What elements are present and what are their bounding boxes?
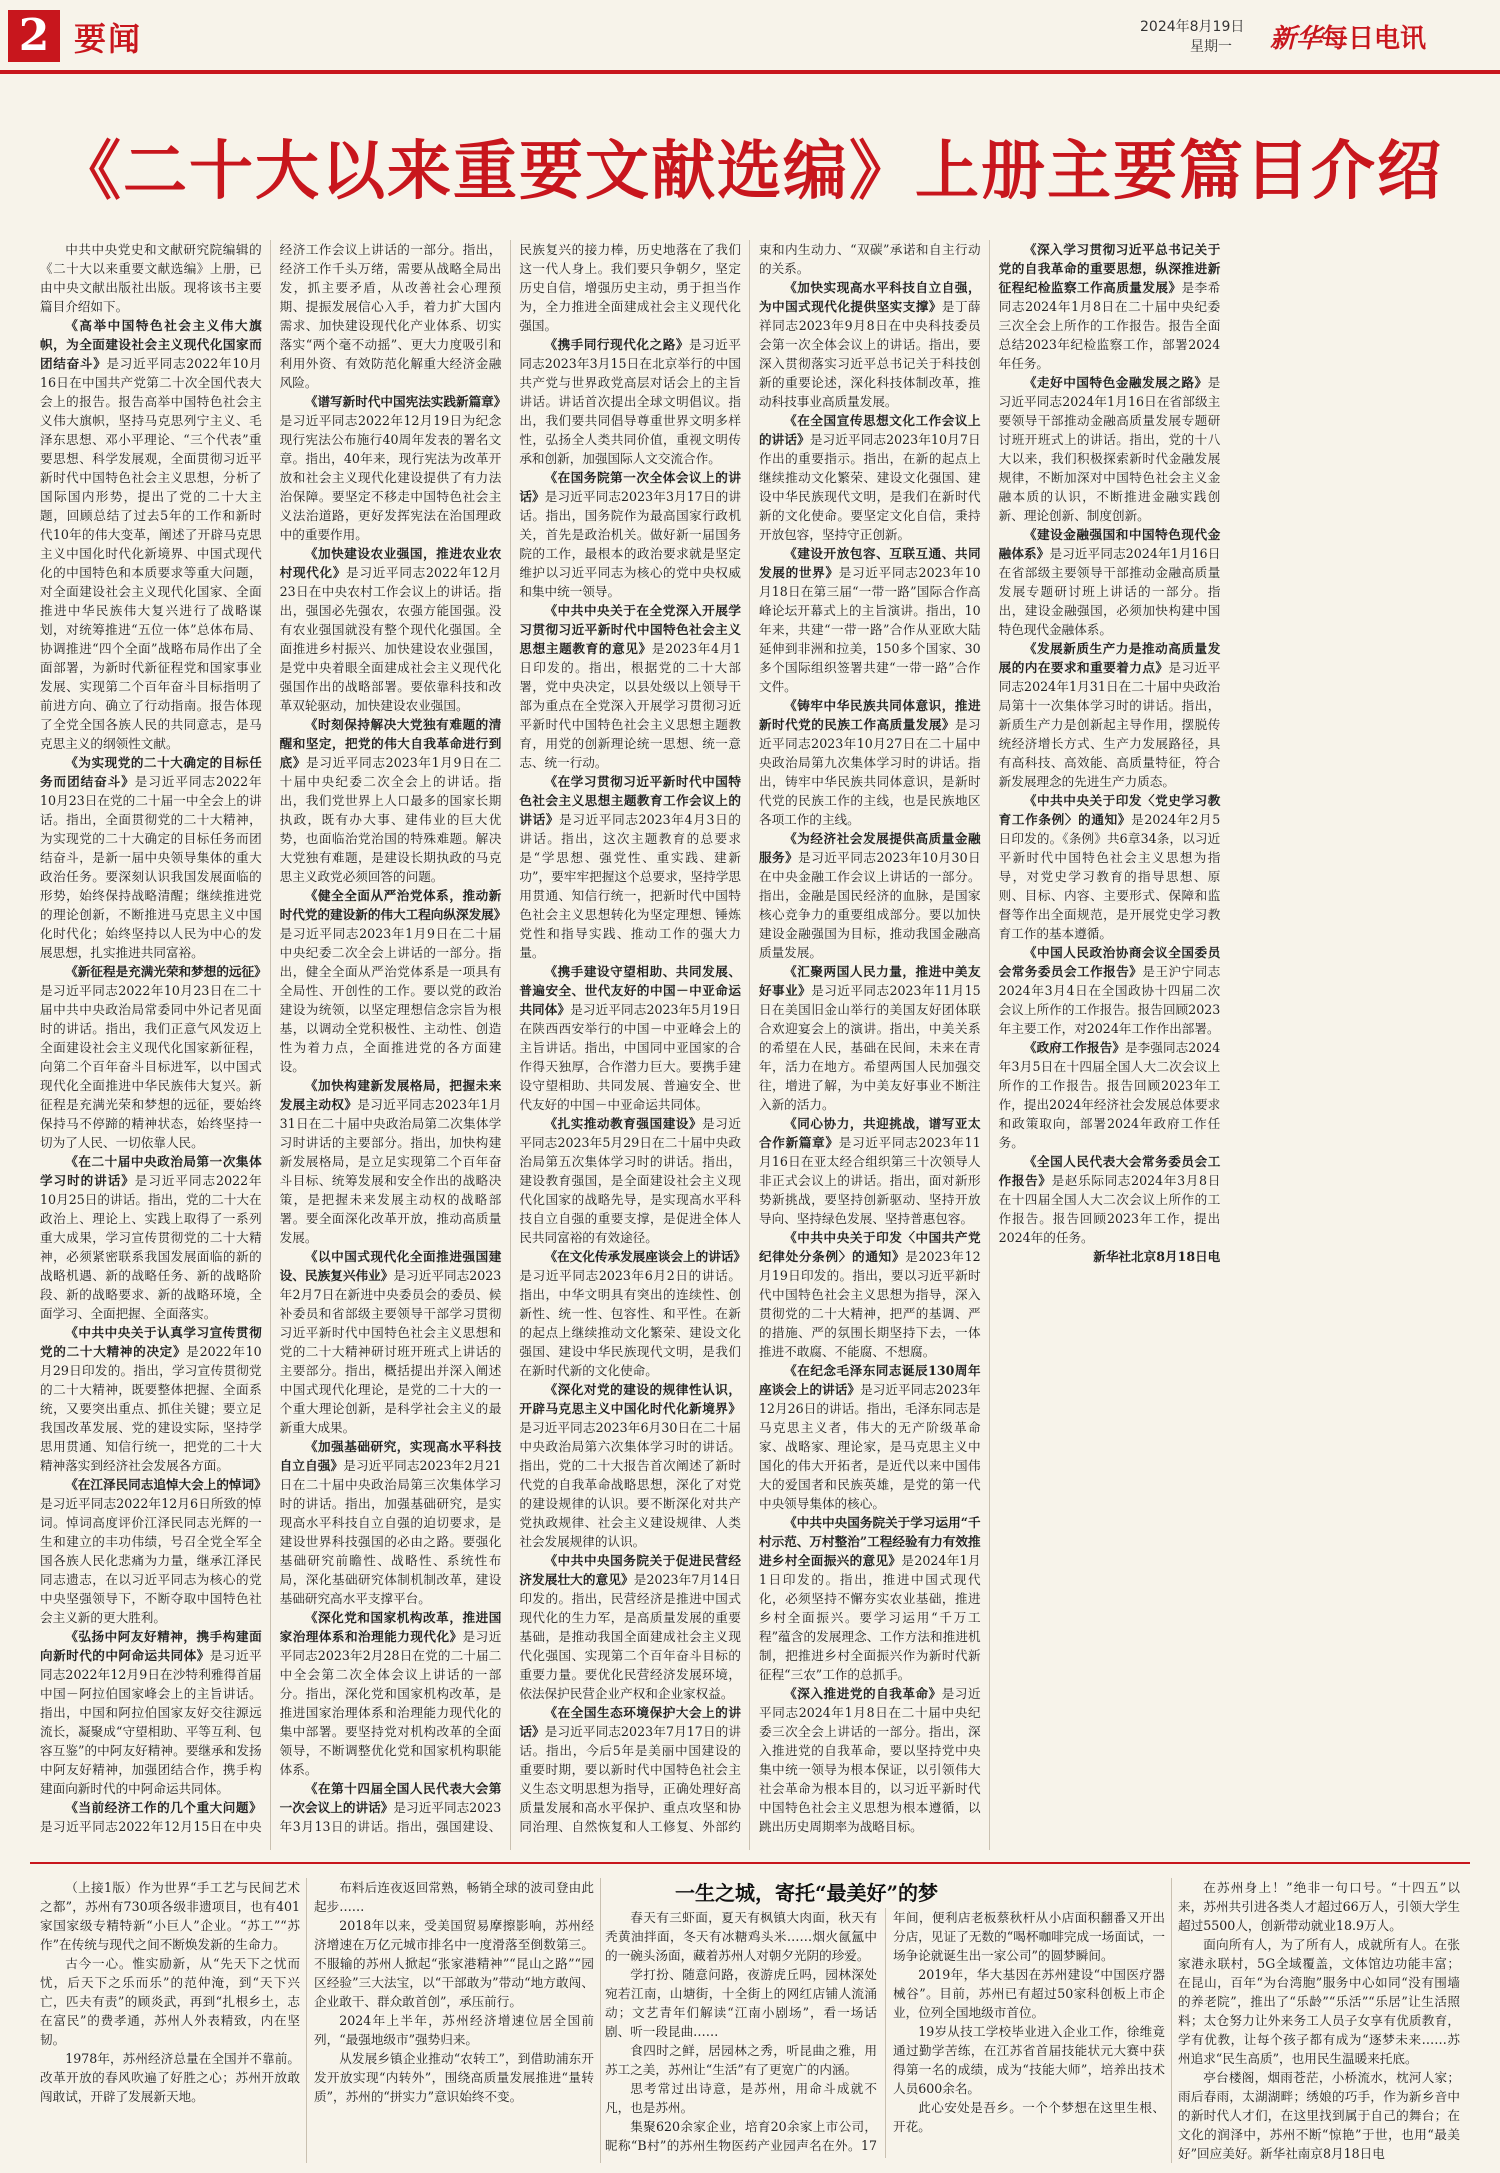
article-lead: 中共中央党史和文献研究院编辑的《二十大以来重要文献选编》上册，已由中央文献出版社出版。现将该书主要篇目介绍如下。 — [40, 242, 262, 314]
feature-paragraph: 2019年，华大基因在苏州建设“中国医疗器械谷”。目前，苏州已有超过50家科创板上市企业，位列全国地级市首位。 — [893, 1967, 1165, 2020]
article-section — [999, 525, 1221, 639]
article-section — [280, 1247, 502, 1437]
section-title: 《中共中央关于印发〈中国共产党纪律处分条例〉的通知》 — [758, 1230, 981, 1264]
section-title: 《加快实现高水平科技自立自强，为中国式现代化提供坚实支撑》 — [758, 280, 981, 314]
lower-paragraph: 在苏州身上！”绝非一句口号。“十四五”以来，苏州共引进各类人才超过66万人，引领大学生超过5500人，创新带动就业18.9万人。 — [1178, 1880, 1460, 1933]
article-section — [759, 696, 981, 829]
article-section — [519, 335, 741, 468]
article-section — [40, 1627, 262, 1798]
section-body: 是习近平同志2022年10月23日在二十届中共中央政治局常委同中外记者见面时的讲话。指出，我们正意气风发迈上全面建设社会主义现代化国家新征程，向第二个百年奋斗目标进军，以中国式现代化全面推进中华民族伟大复兴。新征程是充满光荣和梦想的远征，要始终保持马不停蹄的精神状态，始终坚持一切为了人民、一切依靠人民。 — [40, 983, 262, 1150]
article-section — [759, 1513, 981, 1684]
lower-paragraph: 古今一心。惟实励新，从“先天下之忧而忧，后天下之乐而乐”的范仲淹，到“天下兴亡，匹夫有责”的顾炎武，再到“扎根乡土，志在富民”的费孝通，苏州人外表精致，内在坚韧。 — [40, 1956, 300, 2047]
masthead-logo-mark: 新华 — [1270, 24, 1323, 54]
section-title: 《中共中央国务院关于促进民营经济发展壮大的意见》 — [519, 1553, 741, 1587]
article-section — [759, 1684, 981, 1836]
lower-story-column-a — [40, 1878, 300, 2163]
article-section — [519, 468, 741, 601]
feature-paragraph: 集聚620余家企业，培育20余家上市公司，昵称“B村”的苏州生物医药产业园声名在外。17年间，便利店老板蔡秋杆从小店面积翻番又开出分店，见证了无数的“喝杯咖啡完成一场面试，一场争论就诞生出一家公司”的圆梦瞬间。 — [605, 1910, 1165, 2153]
section-title: 《全国人民代表大会常务委员会工作报告》 — [998, 1154, 1221, 1188]
section-title: 《新征程是充满光荣和梦想的远征》 — [65, 964, 267, 979]
section-body: 是2023年12月19日印发的。指出，要以习近平新时代中国特色社会主义思想为指导，深入贯彻党的二十大精神，把严的基调、严的措施、严的氛围长期坚持下去，一体推进不敢腐、不能腐、不想腐。 — [758, 1249, 981, 1359]
section-body: 是李强同志2024年3月5日在十四届全国人大二次会议上所作的工作报告。报告回顾2023年工作，提出2024年经济社会发展总体要求和政策取向，部署2024年政府工作任务。 — [998, 1040, 1221, 1150]
section-title: 《中国人民政治协商会议全国委员会常务委员会工作报告》 — [998, 945, 1221, 979]
article-dateline: 新华社北京8月18日电 — [1093, 1249, 1221, 1264]
article-section — [999, 943, 1221, 1038]
article-section — [759, 544, 981, 696]
article-section — [40, 1152, 262, 1323]
section-body: 是丁薛祥同志2023年9月8日在中央科技委员会第一次全体会议上的讲话。指出，要深入贯彻落实习近平总书记关于科技创新的重要论述，深化科技体制改革，推动科技事业高质量发展。 — [758, 299, 981, 409]
section-body: 是2023年4月1日印发的。指出，根据党的二十大部署，党中央决定，以县处级以上领导干部为重点在全党深入开展学习贯彻习近平新时代中国特色社会主义思想主题教育，用党的创新理论统一思想、统一意志、统一行动。 — [519, 641, 741, 770]
section-body: 是习近平同志2023年3月15日在北京举行的中国共产党与世界政党高层对话会上的主旨讲话。讲话首次提出全球文明倡议。指出，我们要共同倡导尊重世界文明多样性，弘扬全人类共同价值，重视文明传承和创新，加强国际人文交流合作。 — [519, 337, 741, 466]
section-title: 《中共中央国务院关于学习运用“千村示范、万村整治”工程经验有力有效推进乡村全面振兴的意见》 — [758, 1515, 981, 1568]
section-body: 是习近平同志2023年10月18日在第三届“一带一路”国际合作高峰论坛开幕式上的主旨演讲。指出，10年来，共建“一带一路”合作从亚欧大陆延伸到非洲和拉美，150多个国家、30多个国际组织签署共建“一带一路”合作文件。 — [758, 565, 981, 694]
section-title: 《中共中央关于认真学习宣传贯彻党的二十大精神的决定》 — [40, 1325, 262, 1359]
article-section — [280, 1437, 502, 1608]
section-body: 是习近平同志2022年10月23日在党的二十届一中全会上的讲话。指出，全面贯彻党的二十大精神，为实现党的二十大确定的目标任务而团结奋斗，是新一届中央领导集体的重大政治任务。要深刻认识我国发展面临的形势，始终保持战略清醒；继续推进党的理论创新，不断推进马克思主义中国化时代化；始终坚持以人民为中心的发展思想，扎实推进共同富裕。 — [40, 774, 262, 960]
section-body: 是习近平同志2023年5月29日在二十届中央政治局第五次集体学习时的讲话。指出，建设教育强国，是全面建设社会主义现代化国家的战略先导，是实现高水平科技自立自强的重要支撑，是促进全体人民共同富裕的有效途径。 — [519, 1116, 741, 1245]
section-title: 《深入学习贯彻习近平总书记关于党的自我革命的重要思想，纵深推进新征程纪检监察工作高质量发展》 — [998, 242, 1221, 295]
section-body: 是2024年2月5日印发的。《条例》共6章34条，以习近平新时代中国特色社会主义思想为指导，对党史学习教育的指导思想、原则、目标、内容、主要形式、保障和监督等作出全面规范，是开展党史学习教育工作的基本遵循。 — [998, 812, 1221, 941]
section-body: 是习近平同志2022年12月6日所致的悼词。悼词高度评价江泽民同志光辉的一生和建立的丰功伟绩，号召全党全军全国各族人民化悲痛为力量，继承江泽民同志遗志，在以习近平同志为核心的党中央坚强领导下，不断夺取中国特色社会主义新的更大胜利。 — [40, 1496, 262, 1625]
section-title: 《健全全面从严治党体系，推动新时代党的建设新的伟大工程向纵深发展》 — [279, 888, 507, 922]
section-title: 《深化对党的建设的规律性认识，开辟马克思主义中国化时代化新境界》 — [519, 1382, 741, 1416]
feature-paragraph: 春天有三虾面，夏天有枫镇大肉面，秋天有秃黄油拌面，冬天有冰糖鸡头米……烟火氤氲中的一碗头汤面，藏着苏州人对朝夕光阴的珍爱。 — [605, 1910, 877, 1963]
article-columns — [40, 240, 1460, 1850]
article-section — [519, 1551, 741, 1703]
section-body: 是习近平同志2023年2月7日在新进中央委员会的委员、候补委员和省部级主要领导干部学习贯彻习近平新时代中国特色社会主义思想和党的二十大精神研讨班开班式上讲话的主要部分。指出，概括提出并深入阐述中国式现代化理论，是党的二十大的一个重大理论创新，是科学社会主义的最新重大成果。 — [279, 1268, 502, 1435]
section-title: 《同心协力，共迎挑战，谱写亚太合作新篇章》 — [758, 1116, 981, 1150]
article-section — [999, 639, 1221, 791]
section-title: 《在第十四届全国人民代表大会第一次会议上的讲话》 — [279, 1781, 502, 1815]
section-body: 是习近平同志2023年10月7日作出的重要指示。指出，在新的起点上继续推动文化繁荣、建设文化强国、建设中华民族现代文明，是我们在新时代新的文化使命。要坚定文化自信，秉持开放包容，坚持守正创新。 — [758, 432, 981, 542]
section-title: 《发展新质生产力是推动高质量发展的内在要求和重要着力点》 — [998, 641, 1221, 675]
article-section — [519, 772, 741, 962]
article-section — [759, 962, 981, 1114]
feature-paragraph: 此心安处是吾乡。一个个梦想在这里生根、开花。 — [893, 2100, 1165, 2134]
lower-paragraph: 亭台楼阁，烟雨苍茫，小桥流水，枕河人家；雨后春雨，太湖湖畔；绣娘的巧手，作为新乡音中的新时代人才们，在这里找到属于自己的舞台；在文化的润泽中，苏州不断“惊艳”于世，也用“最美好”回应美好。新华社南京8月18日电 — [1178, 2070, 1460, 2161]
section-body: 是李希同志2024年1月8日在二十届中央纪委三次全会上所作的工作报告。报告全面总结2023年纪检监察工作，部署2024年任务。 — [998, 280, 1221, 371]
feature-paragraph: 19岁从技工学校毕业进入企业工作，徐维竟通过勤学苦练，在江苏省首届技能状元大赛中获得第一名的成绩，成为“技能大师”，培养出技术人员600余名。 — [893, 2024, 1165, 2096]
page-header — [0, 0, 1500, 70]
section-title: 《谱写新时代中国宪法实践新篇章》 — [304, 394, 507, 409]
article-section — [519, 962, 741, 1114]
section-body: 是习近平同志2024年1月31日在二十届中央政治局第十一次集体学习时的讲话。指出，新质生产力是创新起主导作用，摆脱传统经济增长方式、生产力发展路径，具有高科技、高效能、高质量特征，符合新发展理念的先进生产力质态。 — [998, 660, 1221, 789]
section-title: 《在文化传承发展座谈会上的讲话》 — [544, 1249, 746, 1264]
section-title: 《在全国宣传思想文化工作会议上的讲话》 — [758, 413, 981, 447]
feature-title: 一生之城，寄托“最美好”的梦 — [675, 1881, 939, 1905]
lower-paragraph: （上接1版）作为世界“手工艺与民间艺术之都”，苏州有730项各级非遗项目，也有401家国家级专精特新“小巨人”企业。“苏工”“苏作”在传统与现代之间不断焕发新的生命力。 — [40, 1880, 300, 1952]
lower-paragraph: 2024年上半年，苏州经济增速位居全国前列，“最强地级市”强势归来。 — [314, 2013, 594, 2047]
section-title: 《加快构建新发展格局，把握未来发展主动权》 — [279, 1078, 502, 1112]
article-section — [759, 1114, 981, 1228]
article-section — [759, 1361, 981, 1513]
section-title: 《加快建设农业强国，推进农业农村现代化》 — [279, 546, 502, 580]
article-section — [999, 240, 1221, 373]
article-section — [40, 316, 262, 753]
lower-paragraph: 布料后连夜返回常熟，畅销全球的波司登由此起步…… — [314, 1880, 594, 1914]
section-body: 是习近平同志2023年1月9日在二十届中央纪委二次全会上讲话的一部分。指出，健全全面从严治党体系是一项具有全局性、开创性的工作。要以党的政治建设为统领，以坚定理想信念宗旨为根基，以调动全党积极性、主动性、创造性为着力点，全面推进党的各方面建设。 — [279, 926, 502, 1074]
page-number: 2 — [8, 10, 60, 62]
article-section — [519, 1114, 741, 1247]
section-body: 是习近平同志2023年2月21日在二十届中央政治局第三次集体学习时的讲话。指出，加强基础研究，是实现高水平科技自立自强的迫切要求，是建设世界科技强国的必由之路。要强化基础研究前瞻性、战略性、系统性布局，深化基础研究体制机制改革，建设基础研究高水平支撑平台。 — [279, 1458, 502, 1606]
section-title: 《建设开放包容、互联互通、共同发展的世界》 — [758, 546, 981, 580]
section-title: 《为实现党的二十大确定的目标任务而团结奋斗》 — [40, 755, 262, 789]
article-section — [519, 1247, 746, 1380]
lower-paragraph: 2018年以来，受美国贸易摩擦影响，苏州经济增速在万亿元城市排名中一度滑落至倒数第三。不服输的苏州人掀起“张家港精神”“昆山之路”“园区经验”三大法宝，以“干部敢为”带动“地方敢闯、企业敢干、群众敢首创”，承压前行。 — [314, 1918, 594, 2009]
section-title: 《扎实推动教育强国建设》 — [544, 1116, 703, 1131]
feature-paragraph: 食四时之鲜，居园林之秀，听昆曲之雅，用苏工之美，苏州让“生活”有了更宽广的内涵。 — [605, 2043, 877, 2077]
section-title: 《在全国生态环境保护大会上的讲话》 — [519, 1705, 741, 1739]
headline: 《二十大以来重要文献选编》上册主要篇目介绍 — [57, 134, 1443, 209]
section-body: 是习近平同志2024年1月16日在省部级主要领导干部推动金融高质量发展专题研讨班上讲话的一部分。指出，建设金融强国，必须加快构建中国特色现代金融体系。 — [998, 546, 1221, 637]
article-section — [280, 715, 502, 886]
section-body: 是2022年10月29日印发的。指出，学习宣传贯彻党的二十大精神，既要整体把握、全面系统，又要突出重点、抓住关键；要立足我国改革发展、党的建设实际，坚持学思用贯通、知信行统一，把党的二十大精神落实到经济社会发展各方面。 — [40, 1344, 262, 1473]
lower-paragraph: 从发展乡镇企业推动“农转工”，到借助浦东开发开放实现“内转外”，围绕高质量发展推进“量转质”，苏州的“拼实力”意识始终不变。 — [314, 2051, 594, 2104]
column-rule — [1171, 1878, 1172, 2163]
section-divider — [30, 1862, 1470, 1864]
section-body: 是习近平同志2023年1月31日在二十届中央政治局第二次集体学习时讲话的主要部分。指出，加快构建新发展格局，是立足实现第二个百年奋斗目标、统筹发展和安全作出的战略决策，是把握未来发展主动权的战略部署。要全面深化改革开放，推动高质量发展。 — [279, 1097, 502, 1245]
masthead-logo — [1270, 18, 1490, 58]
section-body: 是习近平同志2023年3月13日的讲话。指出，强国建设、民族复兴的接力棒，历史地落在了我们这一代人身上。我们要只争朝夕，坚定历史自信，增强历史主动，勇于担当作为，全力推进全面建成社会主义现代化强国。 — [279, 242, 741, 1834]
main-article — [40, 240, 1460, 1850]
section-title: 《时刻保持解决大党独有难题的清醒和坚定，把党的伟大自我革命进行到底》 — [279, 717, 502, 770]
section-title: 《在学习贯彻习近平新时代中国特色社会主义思想主题教育工作会议上的讲话》 — [519, 774, 741, 827]
article-section — [280, 1076, 502, 1247]
section-title: 《政府工作报告》 — [1023, 1040, 1125, 1055]
section-body: 是习近平同志2023年6月2日的讲话。指出，中华文明具有突出的连续性、创新性、统一性、包容性、和平性。在新的起点上继续推动文化繁荣、建设文化强国、建设中华民族现代文明，是我们在新时代新的文化使命。 — [519, 1268, 741, 1378]
section-title: 《为经济社会发展提供高质量金融服务》 — [758, 831, 981, 865]
section-body: 是习近平同志2023年10月27日在二十届中央政治局第九次集体学习时的讲话。指出，铸牢中华民族共同体意识，是新时代党的民族工作的主线，也是民族地区各项工作的主线。 — [758, 717, 981, 827]
section-body: 是习近平同志2024年1月8日在二十届中央纪委三次全会上讲话的一部分。指出，深入推进党的自我革命，要以坚持党中央集中统一领导为根本保证，以引领伟大社会革命为根本目的，以习近平新时代中国特色社会主义思想为根本遵循，以跳出历史周期率为战略目标。 — [758, 1686, 981, 1834]
article-section — [519, 1380, 741, 1551]
section-body: 是2024年1月1日印发的。指出，推进中国式现代化，必须坚持不懈夯实农业基础，推进乡村全面振兴。要学习运用“千万工程”蕴含的发展理念、工作方法和推进机制，把推进乡村全面振兴作为新时代新征程“三农”工作的总抓手。 — [758, 1553, 981, 1682]
section-body: 是习近平同志2023年12月26日的讲话。指出，毛泽东同志是马克思主义者，伟大的无产阶级革命家、战略家、理论家，是马克思主义中国化的伟大开拓者，是近代以来中国伟大的爱国者和民族英雄，是党的第一代中央领导集体的核心。 — [758, 1382, 981, 1511]
article-section — [999, 373, 1221, 525]
article-section — [999, 1152, 1221, 1247]
feature-columns — [605, 1908, 1165, 2158]
article-section — [759, 1228, 981, 1361]
article-section — [519, 601, 741, 772]
section-body: 是习近平同志2024年1月16日在省部级主要领导干部推动金融高质量发展专题研讨班开班式上的讲话。指出，党的十八大以来，我们积极探索新时代金融发展规律，不断加深对中国特色社会主义金融本质的认识，不断推进金融实践创新、理论创新、制度创新。 — [998, 375, 1221, 523]
section-body: 是习近平同志2023年10月30日在中央金融工作会议上讲话的一部分。指出，金融是国民经济的血脉，是国家核心竞争力的重要组成部分。要以加快建设金融强国为目标，推动我国金融高质量发展。 — [758, 850, 981, 960]
section-body: 是习近平同志2023年11月16日在亚太经合组织第三十次领导人非正式会议上的讲话。指出，面对新形势新挑战，要坚持创新驱动、坚持开放导向、坚持绿色发展、坚持普惠包容。 — [758, 1135, 981, 1226]
lower-paragraph: 面向所有人，为了所有人，成就所有人。在张家港永联村，5G全域覆盖，文体馆边功能丰富；在昆山，百年“为台湾胞”服务中心如同“没有围墙的养老院”，推出了“乐龄”“乐活”“乐居”让生活照料；太仓努力让外来务工人员子女享有优质教育，学有优教，让每个孩子都有成为“逐梦未来……苏州追求“民生高质”，也用民生温暖来托底。 — [1178, 1937, 1460, 2066]
section-title: 《以中国式现代化全面推进强国建设、民族复兴伟业》 — [279, 1249, 502, 1283]
issue-date: 2024年8月19日 — [1140, 19, 1245, 35]
article-section — [40, 1475, 267, 1627]
section-title: 《在国务院第一次全体会议上的讲话》 — [519, 470, 741, 504]
section-body: 是习近平同志2023年4月3日的讲话。指出，这次主题教育的总要求是“学思想、强党性、重实践、建新功”，要牢牢把握这个总要求，坚持学思用贯通、知信行统一，把新时代中国特色社会主义思想转化为坚定理想、锤炼党性和指导实践、推动工作的强大力量。 — [519, 812, 741, 960]
feature-paragraph: 学打扮、随意问路，夜游虎丘吗，园林深处宛若江南，山塘街，十全街上的网红店铺人流涌动；文艺青年们解读“江南小剧场”，看一场话剧、听一段昆曲…… — [605, 1967, 877, 2039]
section-body: 是习近平同志2023年11月15日在美国旧金山举行的美国友好团体联合欢迎宴会上的演讲。指出，中美关系的希望在人民，基础在民间，未来在青年，活力在地方。希望两国人民加强交往，增进了解，为中美友好事业不断注入新的活力。 — [758, 983, 981, 1112]
masthead-logo-sub: 每日电讯 — [1322, 24, 1427, 54]
section-name: 要闻 — [74, 20, 143, 58]
section-title: 《中共中央关于在全党深入开展学习贯彻习近平新时代中国特色社会主义思想主题教育的意见》 — [519, 603, 741, 656]
article-section — [999, 791, 1221, 943]
section-body: 是习近平同志2022年12月15日在中央经济工作会议上讲话的一部分。指出，经济工作千头万绪，需要从战略全局出发，抓主要矛盾，从改善社会心理预期、提振发展信心入手，着力扩大国内需求、加快建设现代化产业体系、切实落实“两个毫不动摇”、更大力度吸引和利用外资、有效防范化解重大经济金融风险。 — [40, 242, 502, 1834]
section-body: 是习近平同志2022年10月25日的讲话。指出，党的二十大在政治上、理论上、实践上取得了一系列重大成果，学习宣传贯彻党的二十大精神，必须紧密联系我国发展面临的新的战略机遇、新的战略任务、新的战略阶段、新的战略要求、新的战略环境，全面学习、全面把握、全面落实。 — [40, 1173, 262, 1321]
article-section — [40, 1323, 262, 1475]
issue-weekday: 星期一 — [1190, 39, 1232, 55]
section-body: 是习近平同志2022年12月9日在沙特利雅得首届中国－阿拉伯国家峰会上的主旨讲话。指出，中国和阿拉伯国家友好交往源远流长，凝聚成“守望相助、平等互利、包容互鉴”的中阿友好精神。要继承和发扬中阿友好精神，加强团结合作，携手构建面向新时代的中阿命运共同体。 — [40, 1648, 262, 1796]
section-body: 是习近平同志2023年2月28日在党的二十届二中全会第二次全体会议上讲话的一部分。指出，深化党和国家机构改革，是推进国家治理体系和治理能力现代化的集中部署。要坚持党对机构改革的全面领导，不断调整优化党和国家机构职能体系。 — [279, 1629, 502, 1777]
section-title: 《深入推进党的自我革命》 — [784, 1686, 942, 1701]
section-title: 《在二十届中央政治局第一次集体学习时的讲话》 — [40, 1154, 262, 1188]
article-section — [280, 544, 502, 715]
section-body: 是习近平同志2022年12月19日为纪念现行宪法公布施行40周年发表的署名文章。指出，40年来，现行宪法为改革开放和社会主义现代化建设提供了有力法治保障。要坚定不移走中国特色社会主义法治道路，更好发挥宪法在治国理政中的重要作用。 — [279, 413, 502, 542]
section-body: 是习近平同志2023年1月9日在二十届中央纪委二次全会上的讲话。指出，我们党世界上人口最多的国家长期执政，既有办大事、建伟业的巨大优势，也面临治党治国的特殊难题。解决大党独有难题，是建设长期执政的马克思主义政党必须回答的问题。 — [279, 755, 502, 884]
section-title: 《中共中央关于印发〈党史学习教育工作条例〉的通知》 — [998, 793, 1221, 827]
feature-paragraph: 思考常过出诗意，是苏州，用命斗成就不凡，也是苏州。 — [605, 2081, 877, 2115]
section-body: 是2023年7月14日印发的。指出，民营经济是推进中国式现代化的生力军，是高质量发展的重要基础，是推动我国全面建成社会主义现代化强国、实现第二个百年奋斗目标的重要力量。要优化民营经济发展环境，依法保护民营企业产权和企业家权益。 — [519, 1572, 741, 1701]
section-title: 《在纪念毛泽东同志诞辰130周年座谈会上的讲话》 — [758, 1363, 981, 1397]
feature-story — [605, 1878, 1165, 2163]
section-title: 《在江泽民同志追悼大会上的悼词》 — [65, 1477, 267, 1492]
section-title: 《携手同行现代化之路》 — [544, 337, 689, 352]
section-body: 是习近平同志2022年12月23日在中央农村工作会议上的讲话。指出，强国必先强农，农强方能国强。没有农业强国就没有整个现代化强国。全面推进乡村振兴、加快建设农业强国，是党中央着眼全面建成社会主义现代化强国作出的战略部署。要依靠科技和改革双轮驱动，加快建设农业强国。 — [279, 565, 502, 713]
column-rule — [306, 1878, 307, 2163]
section-title: 《深化党和国家机构改革，推进国家治理体系和治理能力现代化》 — [279, 1610, 502, 1644]
article-section — [279, 886, 507, 1076]
article-section — [759, 829, 981, 962]
lower-story-column-c — [1178, 1878, 1460, 2163]
section-title: 《高举中国特色社会主义伟大旗帜，为全面建设社会主义现代化国家而团结奋斗》 — [40, 318, 262, 371]
section-title: 《加强基础研究，实现高水平科技自立自强》 — [279, 1439, 502, 1473]
article-section — [759, 411, 981, 544]
article-section — [279, 392, 507, 544]
article-section — [280, 1608, 502, 1779]
section-body: 是王沪宁同志2024年3月4日在全国政协十四届二次会议上所作的工作报告。报告回顾2023年主要工作，对2024年工作作出部署。 — [998, 964, 1221, 1036]
section-body: 是赵乐际同志2024年3月8日在十四届全国人大二次会议上所作的工作报告。报告回顾2023年工作，提出2024年的任务。 — [998, 1173, 1221, 1245]
section-body: 是习近平同志2022年10月16日在中国共产党第二十次全国代表大会上的报告。报告高举中国特色社会主义伟大旗帜，坚持马克思列宁主义、毛泽东思想、邓小平理论、“三个代表”重要思想、科学发展观，全面贯彻习近平新时代中国特色社会主义思想，分析了国际国内形势，提出了党的二十大主题，回顾总结了过去5年的工作和新时代10年的伟大变革，阐述了开辟马克思主义中国化时代化新境界、中国式现代化的中国特色和本质要求等重大问题，对全面建设社会主义现代化国家、全面推进中华民族伟大复兴进行了战略谋划，对统筹推进“五位一体”总体布局、协调推进“四个全面”战略布局作出了全面部署，为新时代新征程党和国家事业发展、实现第二个百年奋斗目标指明了前进方向、确立了行动指南。报告体现了全党全国各族人民的共同意志，是马克思主义的纲领性文献。 — [40, 356, 262, 751]
lower-paragraph: 1978年，苏州经济总量在全国并不靠前。改革开放的春风吹遍了好胜之心；苏州开放敢闯敢试，开辟了发展新天地。 — [40, 2051, 300, 2104]
section-title: 《汇聚两国人民力量，推进中美友好事业》 — [758, 964, 981, 998]
section-title: 《携手建设守望相助、共同发展、普遍安全、世代友好的中国－中亚命运共同体》 — [519, 964, 741, 1017]
section-body: 是习近平同志2023年6月30日在二十届中央政治局第六次集体学习时的讲话。指出，党的二十大报告首次阐述了新时代党的自我革命战略思想，深化了对党的建设规律的认识。要不断深化对共产党执政规律、社会主义建设规律、人类社会发展规律的认识。 — [519, 1420, 741, 1549]
section-title: 《弘扬中阿友好精神，携手构建面向新时代的中阿命运共同体》 — [40, 1629, 262, 1663]
article-section — [999, 1038, 1221, 1152]
article-section — [40, 962, 267, 1152]
section-title: 《走好中国特色金融发展之路》 — [1023, 375, 1208, 390]
header-rule — [0, 70, 1500, 74]
section-title: 《当前经济工作的几个重大问题》 — [65, 1800, 262, 1815]
section-body: 是习近平同志2023年5月19日在陕西西安举行的中国－中亚峰会上的主旨讲话。指出，中国同中亚国家的合作得天独厚，合作潜力巨大。要携手建设守望相助、共同发展、普遍安全、世代友好的中国－中亚命运共同体。 — [519, 1002, 741, 1112]
article-section — [759, 278, 981, 411]
section-title: 《铸牢中华民族共同体意识，推进新时代党的民族工作高质量发展》 — [758, 698, 981, 732]
section-body: 是习近平同志2023年3月17日的讲话。指出，国务院作为最高国家行政机关，首先是政治机关。做好新一届国务院的工作，最根本的政治要求就是坚定维护以习近平同志为核心的党中央权威和集中统一领导。 — [519, 489, 741, 599]
column-rule — [600, 1878, 601, 2163]
section-title: 《建设金融强国和中国特色现代金融体系》 — [998, 527, 1221, 561]
lower-story-column-b — [314, 1878, 594, 2163]
section-body: 是习近平同志2023年7月17日的讲话。指出，今后5年是美丽中国建设的重要时期，要以新时代中国特色社会主义生态文明思想为指导，正确处理好高质量发展和高水平保护、重点攻坚和协同治理、自然恢复和人工修复、外部约束和内生动力、“双碳”承诺和自主行动的关系。 — [519, 242, 981, 1834]
article-section — [40, 753, 262, 962]
